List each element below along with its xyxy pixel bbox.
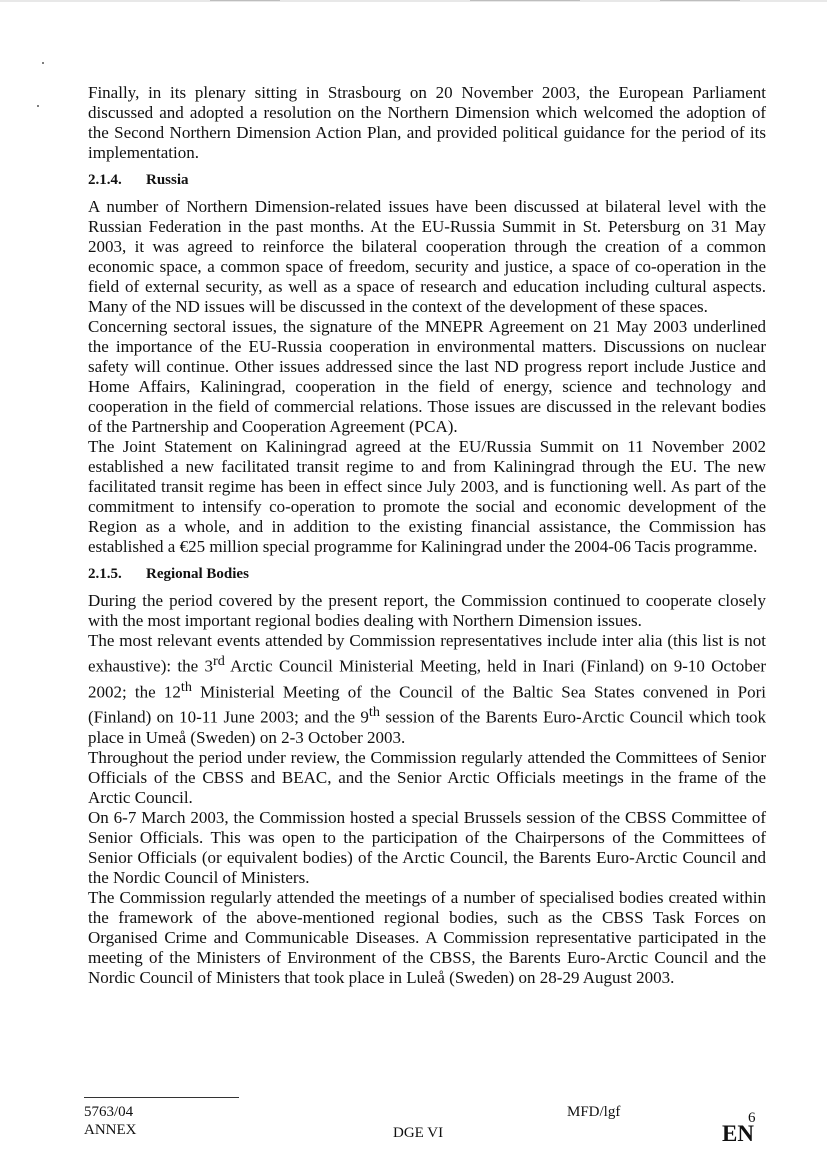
scan-speck — [37, 105, 39, 107]
page-number: 6 — [748, 1110, 756, 1126]
ordinal-suffix: th — [180, 678, 192, 695]
paragraph: Finally, in its plenary sitting in Strasbourg on 20 November 2003, the European Parliament discussed and adopted a resolution on the Northern Dimension which welcomed the adoption of the Second Northern Dimension Action Plan, and provided political guidance for the period of its implementation. — [88, 83, 766, 162]
section-heading-russia — [88, 171, 766, 189]
text-run: Arctic Council Ministerial Meeting, held in Inari (Finland) on 9-10 October 2002; the 12 — [88, 656, 766, 702]
text-run: session of the Barents Euro-Arctic Council which took place in Umeå (Sweden) on 2-3 October 2003. — [88, 707, 766, 747]
directorate-label: DGE VI — [393, 1125, 444, 1141]
paragraph: On 6-7 March 2003, the Commission hosted a special Brussels session of the CBSS Committee of Senior Officials. This was open to the participation of the Chairpersons of the Committees of Senior Officials (or equivalent bodies) of the Arctic Council, the Barents Euro-Arctic Council and the Nordic Council of Ministers. — [88, 807, 766, 887]
section-title: Regional Bodies — [146, 566, 249, 582]
paragraph: The Commission regularly attended the meetings of a number of specialised bodies created within the framework of the above-mentioned regional bodies, such as the CBSS Task Forces on Organised Crime and Communicable Diseases. A Commission representative participated in the meeting of the Ministers of Environment of the CBSS, the Barents Euro-Arctic Council and the Nordic Council of Ministers that took place in Luleå (Sweden) on 28-29 August 2003. — [88, 887, 766, 987]
paragraph — [88, 631, 766, 748]
ordinal-suffix: rd — [213, 653, 225, 669]
page-footer — [0, 1100, 827, 1160]
language-code: EN — [722, 1121, 754, 1146]
paragraph: Concerning sectoral issues, the signature of the MNEPR Agreement on 21 May 2003 underlined the importance of the EU-Russia cooperation in environmental matters. Discussions on nuclear safety will continue. Other issues addressed since the last ND progress report include Justice and Home Affairs, Kaliningrad, cooperation in the field of energy, science and technology and cooperation in the field of commercial relations. Those issues are discussed in the relevant bodies of the Partnership and Cooperation Agreement (PCA). — [88, 317, 766, 436]
document-reference: 5763/04 — [84, 1104, 134, 1120]
paragraph: Throughout the period under review, the Commission regularly attended the Committees of Senior Officials of the CBSS and BEAC, and the Senior Arctic Officials meetings in the frame of the Arctic Council. — [88, 747, 766, 807]
paragraph: During the period covered by the present report, the Commission continued to cooperate closely with the most important regional bodies dealing with Northern Dimension issues. — [88, 591, 766, 630]
footer-separator — [84, 1097, 239, 1098]
document-body — [88, 83, 766, 988]
scan-speck — [42, 62, 44, 64]
author-initials: MFD/lgf — [567, 1104, 621, 1120]
scan-artifact — [470, 0, 580, 1]
scan-artifact — [660, 0, 740, 1]
paragraph: A number of Northern Dimension-related issues have been discussed at bilateral level with the Russian Federation in the past months. At the EU-Russia Summit in St. Petersburg on 31 May 2003, it was agreed to reinforce the bilateral cooperation through the creation of a common economic space, a common space of freedom, security and justice, a space of co-operation in the field of external security, as well as a space of research and education including cultural aspects. Many of the ND issues will be discussed in the context of the development of these spaces. — [88, 197, 766, 316]
section-title: Russia — [146, 172, 189, 188]
section-heading-regional-bodies — [88, 565, 766, 583]
paragraph: The Joint Statement on Kaliningrad agreed at the EU/Russia Summit on 11 November 2002 established a new facilitated transit regime to and from Kaliningrad through the EU. The new facilitated transit regime has been in effect since July 2003, and is functioning well. As part of the commitment to intensify co-operation to promote the social and economic development of the Region as a whole, and in addition to the existing financial assistance, the Commission has established a €25 million special programme for Kaliningrad under the 2004-06 Tacis programme. — [88, 437, 766, 556]
section-number: 2.1.4. — [88, 172, 122, 188]
text-run: The most relevant events attended by Commission representatives include inter alia (this list is not exhaustive): the 3 — [88, 631, 766, 676]
section-number: 2.1.5. — [88, 566, 122, 582]
annex-label: ANNEX — [84, 1122, 137, 1138]
scan-artifact — [210, 0, 280, 1]
ordinal-suffix: th — [368, 704, 380, 721]
text-run: Ministerial Meeting of the Council of the Baltic Sea States convened in Pori (Finland) on 10-11 June 2003; and the 9 — [88, 682, 766, 727]
